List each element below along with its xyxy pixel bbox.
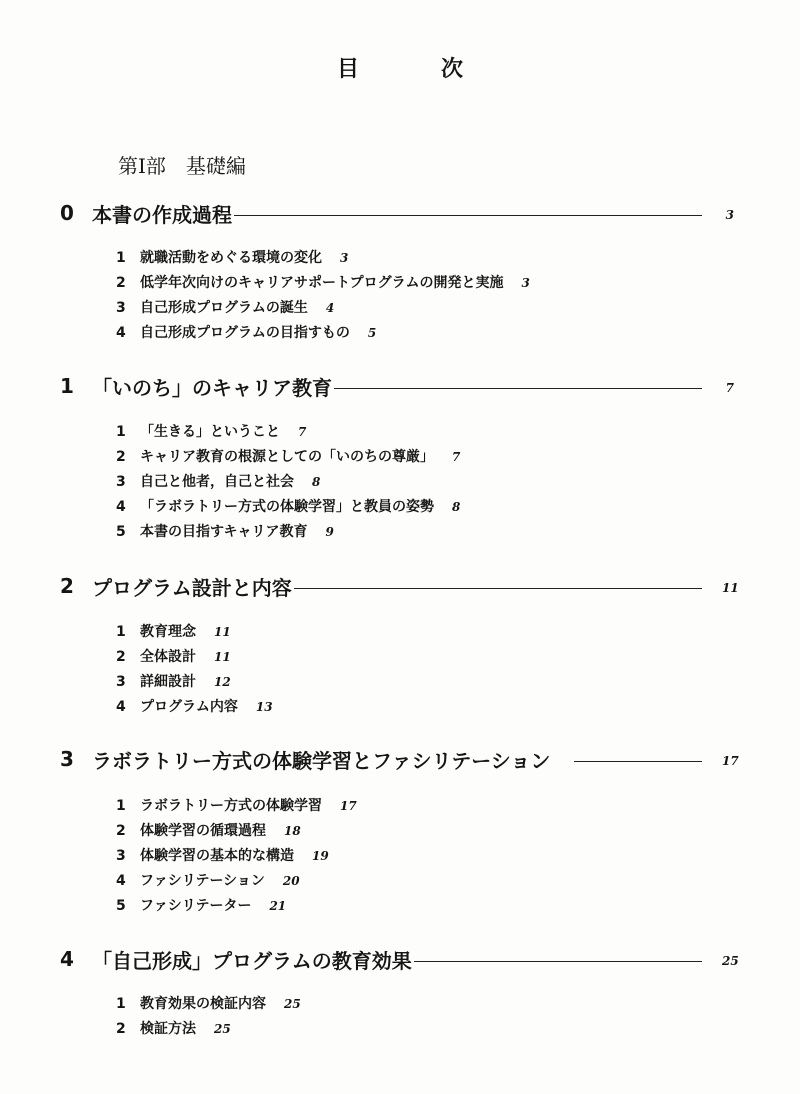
section-page: 25	[284, 997, 301, 1011]
section-list	[116, 246, 530, 346]
chapter-page: 11	[722, 580, 739, 595]
section-title: 詳細設計	[140, 674, 196, 690]
chapter-page: 3	[725, 207, 734, 222]
chapter-number: 1	[60, 374, 74, 398]
section-page: 11	[214, 625, 231, 639]
section-item[interactable]	[116, 670, 273, 695]
section-title: プログラム内容	[140, 699, 238, 715]
section-page: 5	[367, 326, 377, 340]
section-item[interactable]	[116, 869, 357, 894]
section-title: ラボラトリー方式の体験学習	[140, 798, 322, 814]
section-page: 12	[214, 675, 231, 689]
section-title: 体験学習の循環過程	[140, 823, 266, 839]
section-list	[116, 794, 357, 919]
section-list	[116, 620, 273, 720]
section-title: 全体設計	[140, 649, 196, 665]
chapter-number: 4	[60, 947, 74, 971]
section-number: 4	[116, 873, 126, 889]
section-number: 4	[116, 499, 126, 515]
section-page: 17	[340, 799, 357, 813]
section-number: 1	[116, 424, 126, 440]
section-item[interactable]	[116, 470, 460, 495]
section-item[interactable]	[116, 894, 357, 919]
chapter-4[interactable]	[60, 944, 739, 974]
section-number: 1	[116, 798, 126, 814]
section-number: 1	[116, 250, 126, 266]
section-number: 5	[116, 524, 126, 540]
section-page: 9	[325, 525, 334, 539]
chapter-title: ラボラトリー方式の体験学習とファシリテーション	[92, 748, 551, 773]
section-page: 11	[214, 650, 231, 664]
section-item[interactable]	[116, 794, 357, 819]
section-title: 本書の目指すキャリア教育	[140, 524, 308, 540]
section-title: 教育理念	[140, 624, 196, 640]
section-number: 2	[116, 449, 126, 465]
section-item[interactable]	[116, 992, 301, 1017]
section-item[interactable]	[116, 296, 530, 321]
section-title: キャリア教育の根源としての「いのちの尊厳」	[140, 449, 434, 465]
section-page: 18	[284, 824, 301, 838]
chapter-2[interactable]	[60, 571, 739, 601]
section-number: 1	[116, 624, 126, 640]
section-number: 2	[116, 275, 126, 291]
section-number: 3	[116, 848, 126, 864]
section-page: 8	[312, 475, 321, 489]
section-item[interactable]	[116, 645, 273, 670]
section-list	[116, 420, 460, 545]
section-number: 5	[116, 898, 126, 914]
section-title: ファシリテーター	[140, 898, 252, 914]
section-item[interactable]	[116, 844, 357, 869]
chapter-page: 25	[722, 953, 739, 968]
section-number: 2	[116, 823, 126, 839]
chapter-title: 「自己形成」プログラムの教育効果	[92, 948, 412, 973]
section-item[interactable]	[116, 271, 530, 296]
section-number: 3	[116, 674, 126, 690]
section-title: 検証方法	[140, 1021, 196, 1037]
section-item[interactable]	[116, 1017, 301, 1042]
section-page: 13	[255, 700, 273, 714]
chapter-page: 17	[722, 753, 739, 768]
leader-line	[414, 961, 702, 962]
section-number: 2	[116, 1021, 126, 1037]
section-page: 8	[452, 500, 461, 514]
part-heading: 第Ⅰ部 基礎編	[118, 154, 246, 178]
chapter-0[interactable]	[60, 198, 734, 228]
page-title: 目 次	[336, 57, 493, 82]
chapter-number: 3	[60, 747, 74, 771]
section-title: 教育効果の検証内容	[140, 996, 266, 1012]
chapter-number: 2	[60, 574, 74, 598]
section-item[interactable]	[116, 445, 460, 470]
section-page: 25	[214, 1022, 231, 1036]
section-item[interactable]	[116, 620, 273, 645]
section-page: 21	[269, 899, 287, 913]
section-number: 3	[116, 474, 126, 490]
section-title: 「生きる」ということ	[140, 424, 280, 440]
chapter-page: 7	[725, 380, 734, 395]
leader-line	[234, 215, 702, 216]
section-list	[116, 992, 301, 1042]
chapter-title: 「いのち」のキャリア教育	[92, 375, 332, 400]
section-number: 4	[116, 699, 126, 715]
section-page: 3	[521, 276, 530, 290]
section-title: 体験学習の基本的な構造	[140, 848, 294, 864]
section-page: 7	[298, 425, 307, 439]
chapter-1[interactable]	[60, 371, 734, 401]
section-item[interactable]	[116, 246, 530, 271]
leader-line	[294, 588, 702, 589]
section-title: 自己と他者，自己と社会	[140, 474, 294, 490]
section-title: 低学年次向けのキャリアサポートプログラムの開発と実施	[140, 275, 504, 291]
section-page: 3	[340, 251, 349, 265]
section-page: 20	[282, 874, 300, 888]
leader-line	[574, 761, 702, 762]
section-number: 3	[116, 300, 126, 316]
section-number: 4	[116, 325, 126, 341]
section-title: 就職活動をめぐる環境の変化	[140, 250, 322, 266]
section-item[interactable]	[116, 819, 357, 844]
section-item[interactable]	[116, 695, 273, 720]
chapter-title: 本書の作成過程	[92, 202, 232, 227]
section-item[interactable]	[116, 495, 460, 520]
chapter-title: プログラム設計と内容	[92, 575, 292, 600]
chapter-3[interactable]	[60, 744, 739, 774]
section-title: 自己形成プログラムの誕生	[140, 300, 308, 316]
section-item[interactable]	[116, 520, 460, 545]
section-number: 1	[116, 996, 126, 1012]
leader-line	[334, 388, 702, 389]
chapter-number: 0	[60, 201, 74, 225]
section-title: 自己形成プログラムの目指すもの	[140, 325, 350, 341]
section-item[interactable]	[116, 321, 530, 346]
section-page: 19	[312, 849, 329, 863]
section-page: 4	[325, 301, 335, 315]
section-title: 「ラボラトリー方式の体験学習」と教員の姿勢	[140, 499, 434, 515]
section-page: 7	[452, 450, 461, 464]
section-number: 2	[116, 649, 126, 665]
section-title: ファシリテーション	[140, 873, 265, 889]
section-item[interactable]	[116, 420, 460, 445]
